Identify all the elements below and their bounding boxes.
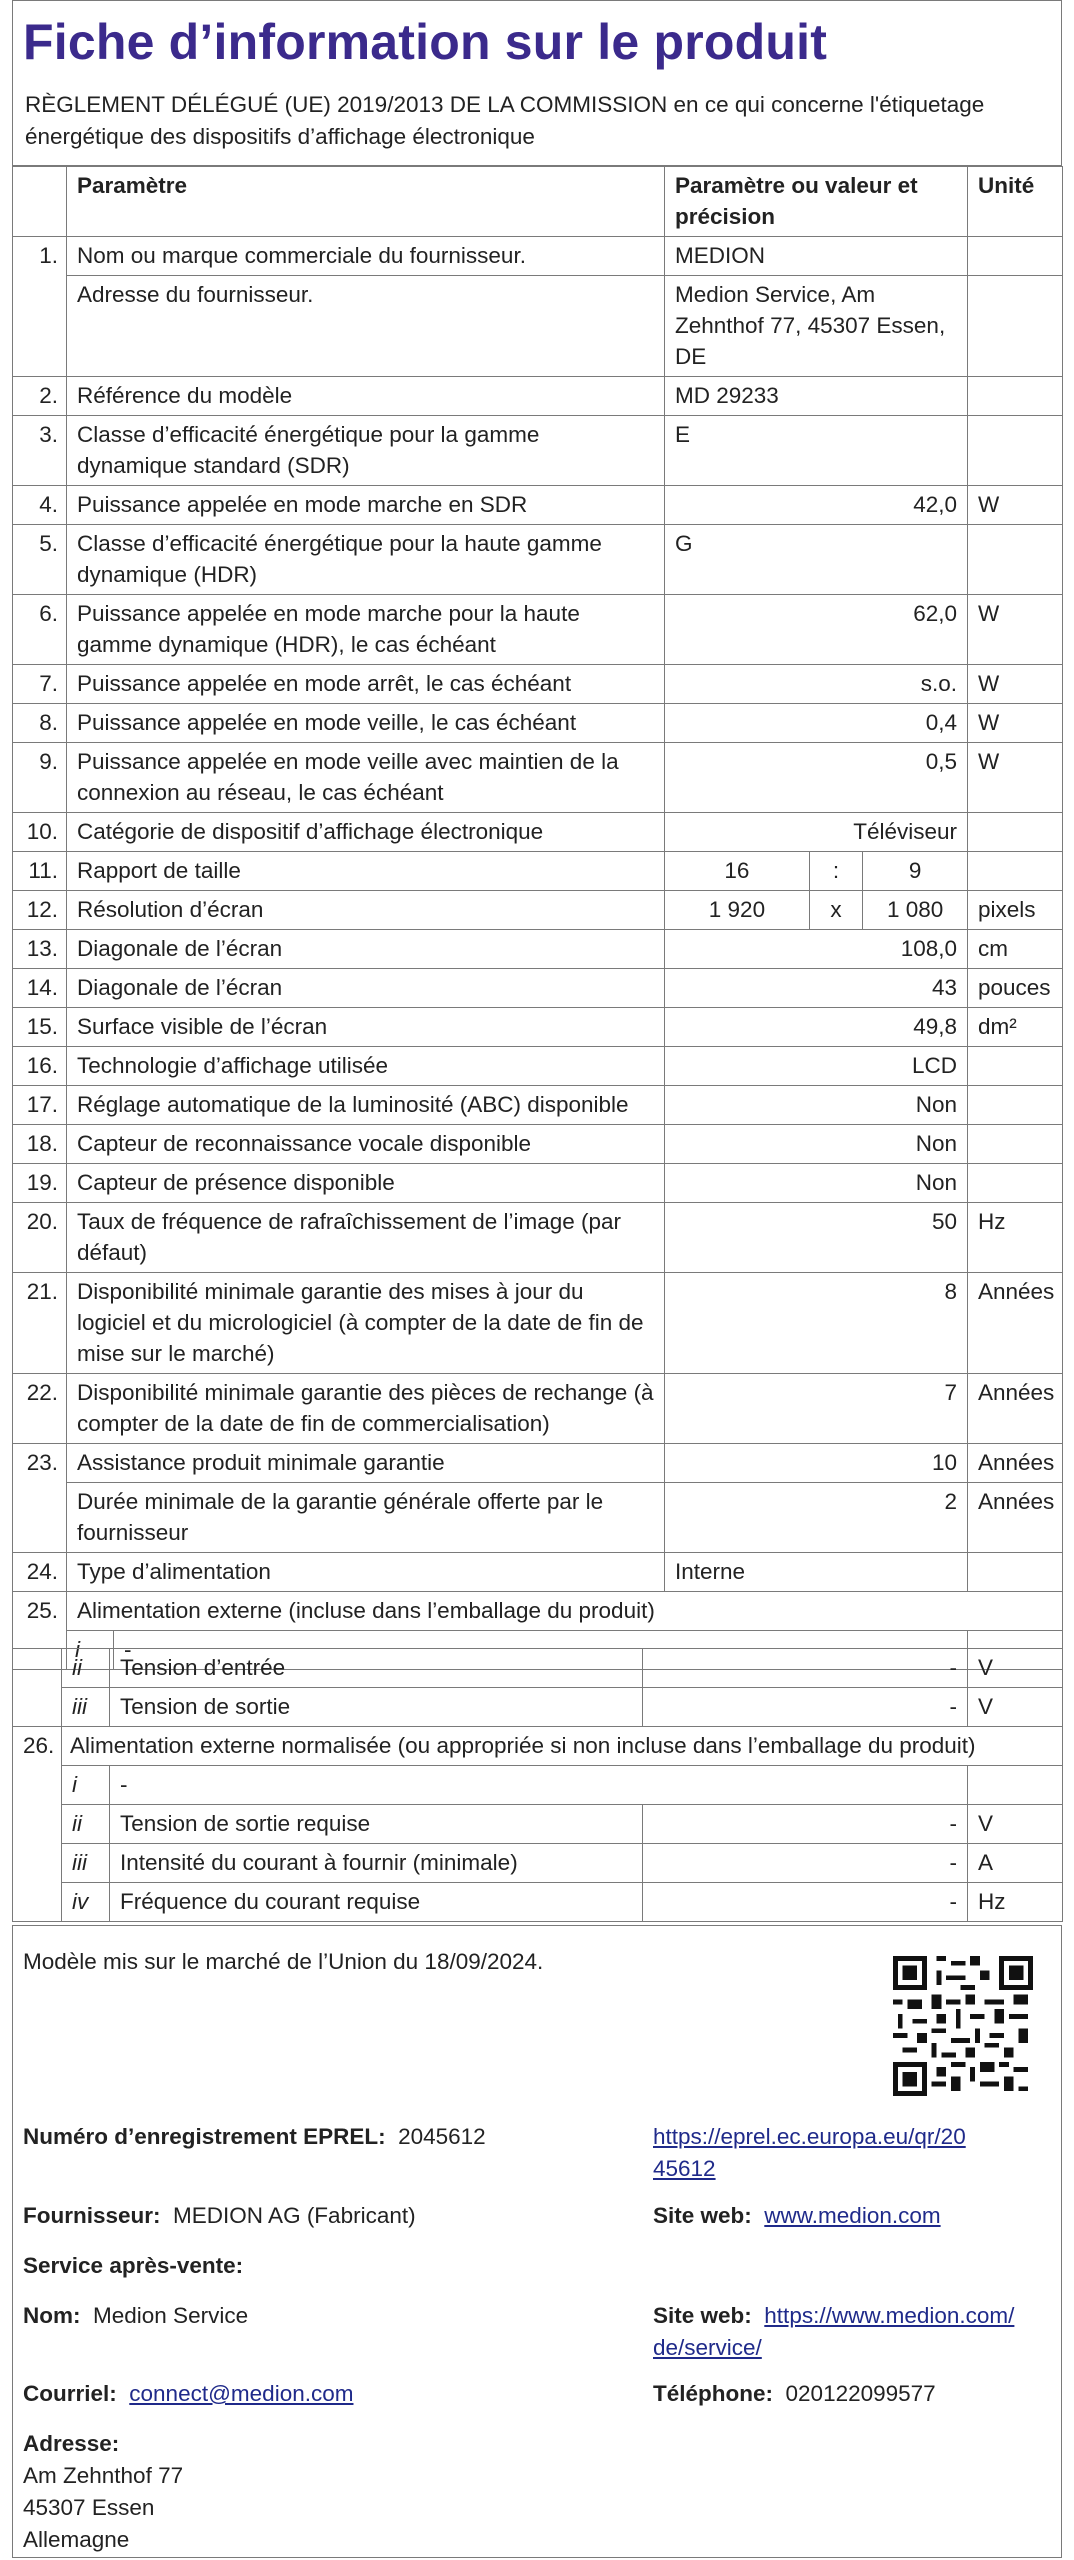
table-row: ii Tension de sortie requise - V <box>13 1805 1063 1844</box>
product-info-table <box>12 166 1063 1670</box>
table-row: 12. Résolution d’écran 1 920 x 1 080 pixels <box>13 891 1063 930</box>
table-row: ii Tension d’entrée - V <box>13 1649 1063 1688</box>
service-name: Nom: Medion Service <box>23 2303 249 2328</box>
table-row: 8. Puissance appelée en mode veille, le cas échéant 0,4 W <box>13 704 1063 743</box>
table-row: 17. Réglage automatique de la luminosité (ABC) disponible Non <box>13 1086 1063 1125</box>
product-info-table-continued <box>12 1648 1063 1922</box>
regulation-subtitle: RÈGLEMENT DÉLÉGUÉ (UE) 2019/2013 DE LA COMMISSION en ce qui concerne l'étiquetage énergétique des dispositifs d’affichage électronique <box>25 92 985 149</box>
website: Site web: www.medion.com <box>653 2203 941 2228</box>
service-website-link[interactable]: https://www.medion.com/ <box>764 2303 1015 2328</box>
table-row: 1. Nom ou marque commerciale du fournisseur. MEDION <box>13 237 1063 276</box>
eprel-value: 2045612 <box>398 2124 486 2149</box>
table-row: 7. Puissance appelée en mode arrêt, le cas échéant s.o. W <box>13 665 1063 704</box>
table-row: 26. Alimentation externe normalisée (ou appropriée si non incluse dans l’emballage du produit) <box>13 1727 1063 1766</box>
table-row: 18. Capteur de reconnaissance vocale disponible Non <box>13 1125 1063 1164</box>
table-row: Adresse du fournisseur. Medion Service, Am Zehnthof 77, 45307 Essen, DE <box>13 276 1063 377</box>
table-row: 20. Taux de fréquence de rafraîchissement de l’image (par défaut) 50 Hz <box>13 1203 1063 1273</box>
table-row: 15. Surface visible de l’écran 49,8 dm² <box>13 1008 1063 1047</box>
table-row: 23. Assistance produit minimale garantie 10 Années <box>13 1444 1063 1483</box>
table-row: 22. Disponibilité minimale garantie des pièces de rechange (à compter de la date de fin de commercialisation) 7 Années <box>13 1374 1063 1444</box>
supplier: Fournisseur: MEDION AG (Fabricant) <box>23 2203 416 2228</box>
email-link[interactable]: connect@medion.com <box>129 2381 354 2406</box>
table-row: 9. Puissance appelée en mode veille avec maintien de la connexion au réseau, le cas échéant 0,5 W <box>13 743 1063 813</box>
page-title: Fiche d’information sur le produit <box>23 14 828 70</box>
market-date: Modèle mis sur le marché de l’Union du 18/09/2024. <box>23 1949 544 1974</box>
phone: Téléphone: 020122099577 <box>653 2381 936 2406</box>
table-row: 10. Catégorie de dispositif d’affichage électronique Téléviseur <box>13 813 1063 852</box>
supplier-info-card <box>12 1925 1062 2558</box>
header-unit: Unité <box>968 167 1063 237</box>
table-row: 6. Puissance appelée en mode marche pour la haute gamme dynamique (HDR), le cas échéant 62,0 W <box>13 595 1063 665</box>
service-website: Site web: https://www.medion.com/ de/service/ <box>653 2303 1015 2360</box>
qr-code-icon[interactable] <box>893 1956 1033 2096</box>
table-row: i - <box>13 1766 1063 1805</box>
eprel-label: Numéro d’enregistrement EPREL: <box>23 2124 386 2149</box>
table-row: iii Tension de sortie - V <box>13 1688 1063 1727</box>
table-row: 2. Référence du modèle MD 29233 <box>13 377 1063 416</box>
eprel-link[interactable]: https://eprel.ec.europa.eu/qr/20 45612 <box>653 2124 966 2181</box>
table-row: iii Intensité du courant à fournir (minimale) - A <box>13 1844 1063 1883</box>
header-value: Paramètre ou valeur et précision <box>665 167 968 237</box>
header-card <box>12 0 1062 166</box>
table-row: 16. Technologie d’affichage utilisée LCD <box>13 1047 1063 1086</box>
website-link[interactable]: www.medion.com <box>764 2203 941 2228</box>
address: Adresse: Am Zehnthof 77 45307 Essen Allemagne <box>23 2431 184 2552</box>
email: Courriel: connect@medion.com <box>23 2381 354 2406</box>
header-param: Paramètre <box>67 167 665 237</box>
table-row: 13. Diagonale de l’écran 108,0 cm <box>13 930 1063 969</box>
table-row: 14. Diagonale de l’écran 43 pouces <box>13 969 1063 1008</box>
service-heading: Service après-vente: <box>23 2253 244 2278</box>
table-header-row <box>13 167 1063 237</box>
table-row: 21. Disponibilité minimale garantie des mises à jour du logiciel et du micrologiciel (à compter de la date de fin de mise sur le marché) 8 Années <box>13 1273 1063 1374</box>
table-row: 25. Alimentation externe (incluse dans l’emballage du produit) <box>13 1592 1063 1631</box>
table-row: iv Fréquence du courant requise - Hz <box>13 1883 1063 1922</box>
table-row: i - <box>13 1631 1063 1670</box>
table-row: 24. Type d’alimentation Interne <box>13 1553 1063 1592</box>
table-row: 11. Rapport de taille 16 : 9 <box>13 852 1063 891</box>
eprel-number <box>23 2121 486 2153</box>
table-row: 3. Classe d’efficacité énergétique pour la gamme dynamique standard (SDR) E <box>13 416 1063 486</box>
table-row: 4. Puissance appelée en mode marche en SDR 42,0 W <box>13 486 1063 525</box>
table-row: Durée minimale de la garantie générale offerte par le fournisseur 2 Années <box>13 1483 1063 1553</box>
table-row: 5. Classe d’efficacité énergétique pour la haute gamme dynamique (HDR) G <box>13 525 1063 595</box>
table-row: 19. Capteur de présence disponible Non <box>13 1164 1063 1203</box>
